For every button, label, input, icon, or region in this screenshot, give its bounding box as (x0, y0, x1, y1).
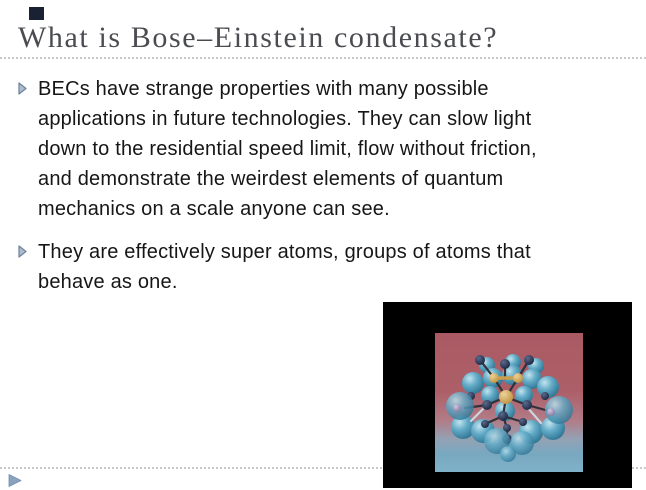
bullet-text-line: behave as one. (38, 271, 178, 293)
theme-square-icon (29, 7, 44, 20)
bullet-text-line: down to the residential speed limit, flow without friction, (38, 138, 537, 160)
bullet-item (18, 74, 642, 224)
figure-frame (383, 302, 632, 488)
triangle-bullet-icon (18, 82, 27, 95)
bullet-text-line: and demonstrate the weirdest elements of quantum (38, 168, 504, 190)
bullet-item (18, 237, 642, 297)
slide-body (18, 74, 642, 310)
molecule-image (435, 333, 583, 472)
triangle-bullet-icon (18, 245, 27, 258)
slide-title: What is Bose–Einstein condensate? (18, 21, 499, 54)
bullet-text-line: They are effectively super atoms, groups of atoms that (38, 241, 531, 263)
title-divider (0, 57, 646, 59)
molecule-svg (435, 333, 583, 472)
footer-arrow-icon (8, 474, 22, 487)
bullet-text-line: applications in future technologies. They can slow light (38, 108, 532, 130)
bullet-text-line: BECs have strange properties with many possible (38, 78, 489, 100)
bullet-text-line: mechanics on a scale anyone can see. (38, 198, 390, 220)
